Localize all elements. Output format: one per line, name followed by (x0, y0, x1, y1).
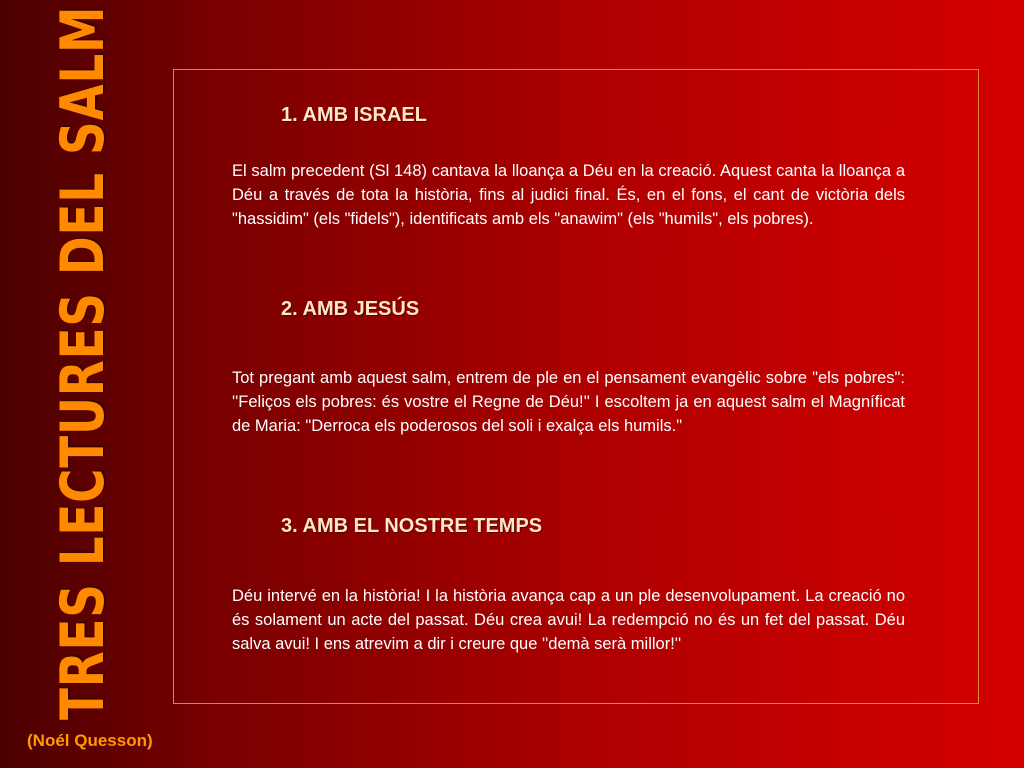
side-title-text: TRES LECTURES DEL SALM (48, 5, 118, 720)
section-text-nostre-temps: Déu intervé en la història! I la història avança cap a un ple desenvolupament. La creació no és solament un acte del passat. Déu crea avui! La redempció no és un fet del passat. Déu salva avui! I ens atrevim a dir i creure que ''demà serà millor!'' (232, 587, 905, 653)
section-text-jesus: Tot pregant amb aquest salm, entrem de ple en el pensament evangèlic sobre "els pobres": ''Feliços els pobres: és vostre el Regne de Déu!'' I escoltem ja en aquest salm el Magníficat de Maria: "Derroca els poderosos del soli i exalça els humils." (232, 369, 905, 435)
side-title (48, 5, 118, 720)
section-heading-nostre-temps: 3. AMB EL NOSTRE TEMPS (281, 515, 543, 537)
section-heading-jesus: 2. AMB JESÚS (281, 298, 420, 320)
section-heading-israel: 1. AMB ISRAEL (281, 104, 427, 126)
section-text-israel: El salm precedent (Sl 148) cantava la lloança a Déu en la creació. Aquest canta la lloança a Déu a través de tota la història, fins al judici final. És, en el fons, el cant de victòria dels "hassidim" (els "fidels"), identificats amb els "anawim" (els "humils", els pobres). (232, 162, 905, 228)
author-credit: (Noél Quesson) (27, 731, 153, 750)
